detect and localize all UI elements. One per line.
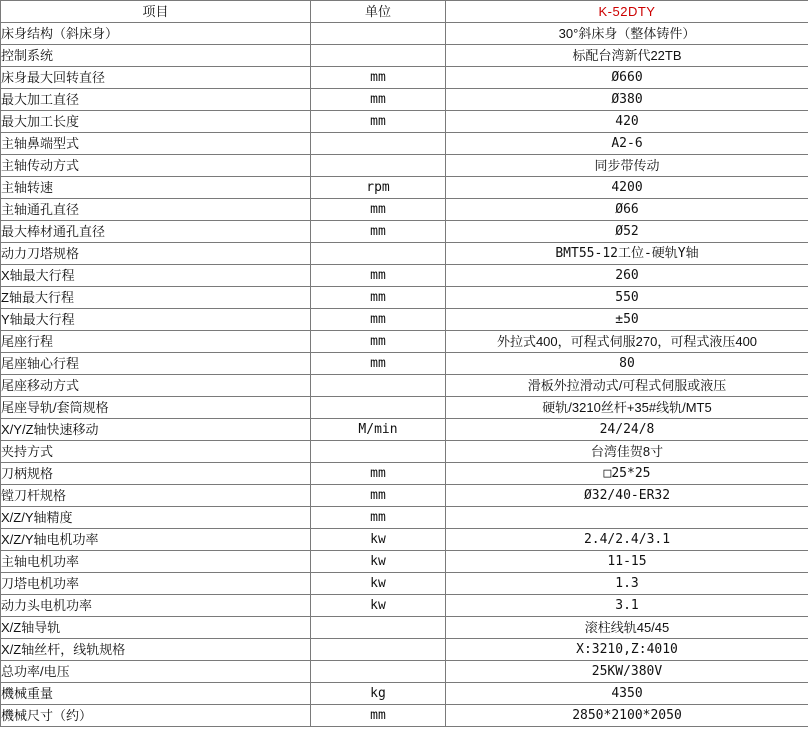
row-unit: mm bbox=[311, 199, 446, 221]
row-value: BMT55-12工位-硬轨Y轴 bbox=[446, 243, 808, 265]
row-unit bbox=[311, 397, 446, 419]
row-label: 最大棒材通孔直径 bbox=[1, 221, 311, 243]
row-label: 尾座移动方式 bbox=[1, 375, 311, 397]
row-label: 機械重量 bbox=[1, 683, 311, 705]
row-value: 外拉式400，可程式伺服270，可程式液压400 bbox=[446, 331, 808, 353]
row-label: X/Z轴导轨 bbox=[1, 617, 311, 639]
table-row bbox=[1, 243, 808, 265]
row-unit: mm bbox=[311, 507, 446, 529]
row-unit: kw bbox=[311, 551, 446, 573]
row-unit: mm bbox=[311, 353, 446, 375]
row-label: 主轴电机功率 bbox=[1, 551, 311, 573]
table-row bbox=[1, 177, 808, 199]
row-value: X:3210,Z:4010 bbox=[446, 639, 808, 661]
row-label: 主轴鼻端型式 bbox=[1, 133, 311, 155]
table-row bbox=[1, 639, 808, 661]
row-value: 3.1 bbox=[446, 595, 808, 617]
table-row bbox=[1, 683, 808, 705]
row-value: 滚柱线轨45/45 bbox=[446, 617, 808, 639]
row-value: 1.3 bbox=[446, 573, 808, 595]
row-label: Y轴最大行程 bbox=[1, 309, 311, 331]
row-label: 控制系统 bbox=[1, 45, 311, 67]
row-label: 刀柄规格 bbox=[1, 463, 311, 485]
table-row bbox=[1, 265, 808, 287]
row-value: 同步带传动 bbox=[446, 155, 808, 177]
row-value: 11-15 bbox=[446, 551, 808, 573]
row-value: 台湾佳贺8寸 bbox=[446, 441, 808, 463]
row-label: X/Y/Z轴快速移动 bbox=[1, 419, 311, 441]
table-row bbox=[1, 463, 808, 485]
row-label: 尾座导轨/套筒规格 bbox=[1, 397, 311, 419]
row-unit bbox=[311, 375, 446, 397]
row-value: 80 bbox=[446, 353, 808, 375]
row-label: 主轴转速 bbox=[1, 177, 311, 199]
row-label: 床身结构（斜床身） bbox=[1, 23, 311, 45]
row-unit: kw bbox=[311, 529, 446, 551]
row-label: X/Z/Y轴精度 bbox=[1, 507, 311, 529]
table-row bbox=[1, 45, 808, 67]
header-unit: 单位 bbox=[311, 1, 446, 23]
row-label: Z轴最大行程 bbox=[1, 287, 311, 309]
table-row bbox=[1, 89, 808, 111]
row-unit bbox=[311, 639, 446, 661]
table-row bbox=[1, 309, 808, 331]
row-value: 4350 bbox=[446, 683, 808, 705]
row-label: 镗刀杆规格 bbox=[1, 485, 311, 507]
row-unit bbox=[311, 23, 446, 45]
row-label: X/Z/Y轴电机功率 bbox=[1, 529, 311, 551]
row-value: 4200 bbox=[446, 177, 808, 199]
row-value: Ø52 bbox=[446, 221, 808, 243]
row-unit: mm bbox=[311, 705, 446, 727]
header-item: 项目 bbox=[1, 1, 311, 23]
row-unit: mm bbox=[311, 463, 446, 485]
table-body bbox=[1, 23, 808, 727]
row-value: Ø660 bbox=[446, 67, 808, 89]
row-unit bbox=[311, 45, 446, 67]
table-row bbox=[1, 155, 808, 177]
row-label: 床身最大回转直径 bbox=[1, 67, 311, 89]
row-value: ±50 bbox=[446, 309, 808, 331]
table-row bbox=[1, 111, 808, 133]
row-value: □25*25 bbox=[446, 463, 808, 485]
row-value: Ø380 bbox=[446, 89, 808, 111]
row-value bbox=[446, 507, 808, 529]
row-unit: mm bbox=[311, 221, 446, 243]
table-row bbox=[1, 507, 808, 529]
row-unit: mm bbox=[311, 89, 446, 111]
row-value: 30°斜床身（整体铸件） bbox=[446, 23, 808, 45]
row-label: X/Z轴丝杆，线轨规格 bbox=[1, 639, 311, 661]
row-unit: mm bbox=[311, 331, 446, 353]
table-row bbox=[1, 419, 808, 441]
row-value: 420 bbox=[446, 111, 808, 133]
row-unit bbox=[311, 243, 446, 265]
row-label: 尾座行程 bbox=[1, 331, 311, 353]
table-row bbox=[1, 441, 808, 463]
table-row bbox=[1, 23, 808, 45]
row-label: 动力刀塔规格 bbox=[1, 243, 311, 265]
table-row bbox=[1, 199, 808, 221]
table-row bbox=[1, 551, 808, 573]
row-unit: mm bbox=[311, 67, 446, 89]
row-unit bbox=[311, 661, 446, 683]
row-unit: mm bbox=[311, 111, 446, 133]
row-value: Ø66 bbox=[446, 199, 808, 221]
row-unit: rpm bbox=[311, 177, 446, 199]
row-value: 260 bbox=[446, 265, 808, 287]
table-row bbox=[1, 375, 808, 397]
row-value: 550 bbox=[446, 287, 808, 309]
row-unit: mm bbox=[311, 485, 446, 507]
table-row bbox=[1, 485, 808, 507]
row-label: 機械尺寸（约） bbox=[1, 705, 311, 727]
table-row bbox=[1, 705, 808, 727]
row-label: X轴最大行程 bbox=[1, 265, 311, 287]
row-label: 最大加工长度 bbox=[1, 111, 311, 133]
table-row bbox=[1, 353, 808, 375]
table-row bbox=[1, 221, 808, 243]
row-label: 夹持方式 bbox=[1, 441, 311, 463]
row-value: 24/24/8 bbox=[446, 419, 808, 441]
row-label: 动力头电机功率 bbox=[1, 595, 311, 617]
table-row bbox=[1, 617, 808, 639]
table-header-row bbox=[1, 1, 808, 23]
table-row bbox=[1, 661, 808, 683]
row-value: 2.4/2.4/3.1 bbox=[446, 529, 808, 551]
table-row bbox=[1, 67, 808, 89]
row-value: 25KW/380V bbox=[446, 661, 808, 683]
row-unit bbox=[311, 617, 446, 639]
table-row bbox=[1, 397, 808, 419]
row-unit: kw bbox=[311, 595, 446, 617]
row-unit: M/min bbox=[311, 419, 446, 441]
row-value: 硬轨/3210丝杆+35#线轨/MT5 bbox=[446, 397, 808, 419]
row-label: 刀塔电机功率 bbox=[1, 573, 311, 595]
row-unit: kw bbox=[311, 573, 446, 595]
row-unit: mm bbox=[311, 309, 446, 331]
table-row bbox=[1, 331, 808, 353]
header-model: K-52DTY bbox=[446, 1, 808, 23]
table-row bbox=[1, 287, 808, 309]
row-unit: mm bbox=[311, 287, 446, 309]
row-value: 滑板外拉滑动式/可程式伺服或液压 bbox=[446, 375, 808, 397]
row-value: 标配台湾新代22TB bbox=[446, 45, 808, 67]
row-unit bbox=[311, 441, 446, 463]
table-row bbox=[1, 133, 808, 155]
row-label: 主轴通孔直径 bbox=[1, 199, 311, 221]
table-row bbox=[1, 573, 808, 595]
row-unit bbox=[311, 133, 446, 155]
row-label: 尾座轴心行程 bbox=[1, 353, 311, 375]
row-value: 2850*2100*2050 bbox=[446, 705, 808, 727]
table-row bbox=[1, 595, 808, 617]
row-label: 总功率/电压 bbox=[1, 661, 311, 683]
row-unit: kg bbox=[311, 683, 446, 705]
row-value: Ø32/40-ER32 bbox=[446, 485, 808, 507]
table-row bbox=[1, 529, 808, 551]
row-value: A2-6 bbox=[446, 133, 808, 155]
row-unit bbox=[311, 155, 446, 177]
row-label: 最大加工直径 bbox=[1, 89, 311, 111]
row-unit: mm bbox=[311, 265, 446, 287]
row-label: 主轴传动方式 bbox=[1, 155, 311, 177]
